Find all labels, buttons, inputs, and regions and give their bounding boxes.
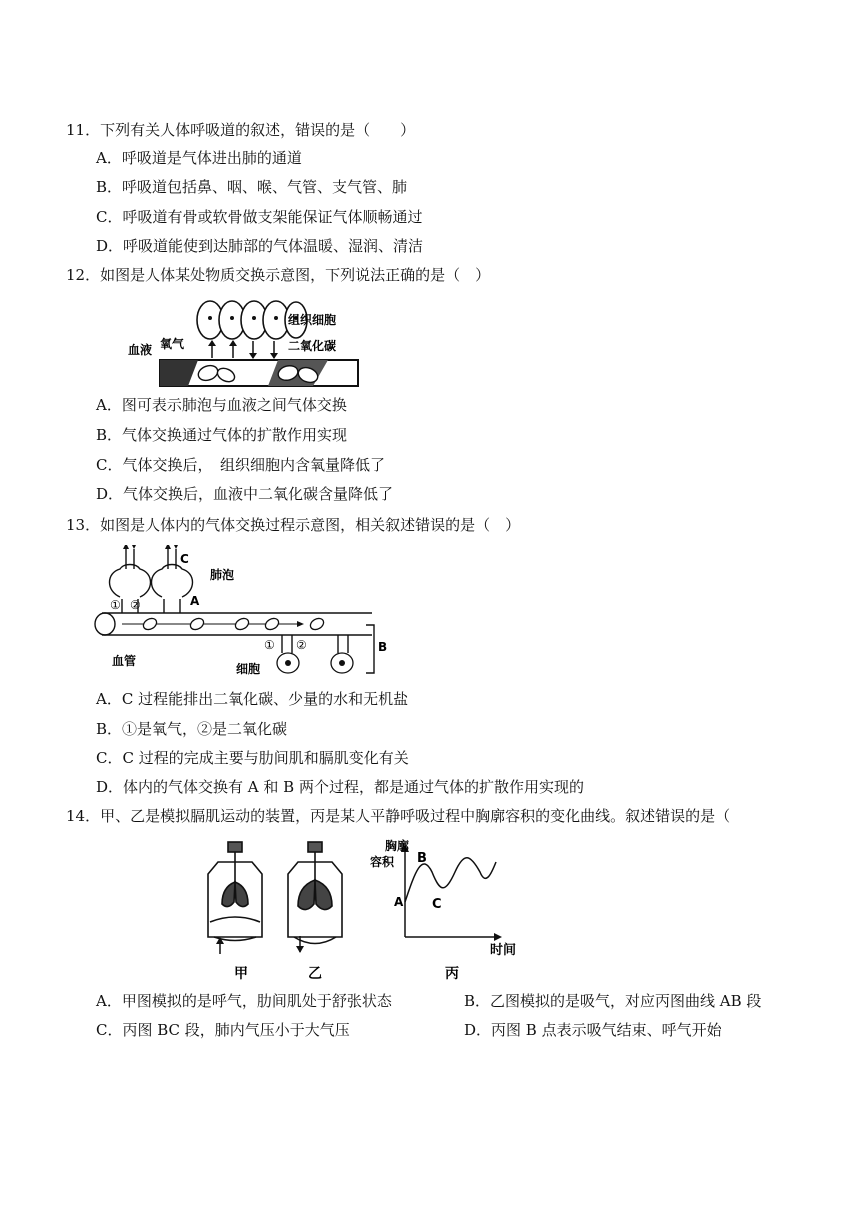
q12-option-d: D．气体交换后，血液中二氧化碳含量降低了	[96, 485, 394, 503]
label-jia: 甲	[234, 966, 248, 982]
label-one-top: ①	[110, 598, 121, 612]
q14-option-b: B．乙图模拟的是吸气，对应丙图曲线 AB 段	[464, 992, 762, 1010]
q14-option-a: A．甲图模拟的是呼气，肋间肌处于舒张状态	[96, 992, 392, 1010]
q13-option-c: C．C 过程的完成主要与肋间肌和膈肌变化有关	[96, 749, 409, 767]
label-tissue-cell: 组织细胞	[288, 313, 337, 327]
point-c: C	[432, 897, 442, 912]
q14-option-c: C．丙图 BC 段，肺内气压小于大气压	[96, 1021, 350, 1039]
question-11-stem: 11．下列有关人体呼吸道的叙述，错误的是（ ）	[66, 121, 416, 139]
q14-diaphragm-model-figure	[200, 832, 530, 987]
question-14-stem: 14．甲、乙是模拟膈肌运动的装置，丙是某人平静呼吸过程中胸廓容积的变化曲线。叙述错误的是（	[66, 807, 731, 825]
q11-option-a: A．呼吸道是气体进出肺的通道	[96, 149, 302, 167]
question-12-stem: 12．如图是人体某处物质交换示意图，下列说法正确的是（ ）	[66, 266, 491, 284]
label-co2: 二氧化碳	[288, 339, 337, 353]
label-oxygen: 氧气	[160, 337, 185, 351]
q12-option-c: C．气体交换后， 组织细胞内含氧量降低了	[96, 456, 385, 474]
label-one-bottom: ①	[264, 638, 275, 652]
q13-gas-exchange-diagram	[92, 545, 392, 680]
q13-option-a: A．C 过程能排出二氧化碳、少量的水和无机盐	[96, 690, 409, 708]
q14-option-d: D．丙图 B 点表示吸气结束、呼气开始	[464, 1021, 722, 1039]
q11-option-b: B．呼吸道包括鼻、咽、喉、气管、支气管、肺	[96, 178, 408, 196]
q11-option-d: D．呼吸道能使到达肺部的气体温暖、湿润、清洁	[96, 237, 424, 255]
label-bing: 丙	[445, 966, 459, 982]
q13-option-d: D．体内的气体交换有 A 和 B 两个过程，都是通过气体的扩散作用实现的	[96, 778, 584, 796]
q13-option-b: B．①是氧气，②是二氧化碳	[96, 720, 288, 738]
label-cell: 细胞	[236, 662, 261, 676]
q11-option-c: C．呼吸道有骨或软骨做支架能保证气体顺畅通过	[96, 208, 423, 226]
label-a: A	[190, 594, 200, 608]
label-c: C	[180, 552, 189, 566]
label-xaxis: 时间	[490, 943, 517, 958]
label-two-top: ②	[130, 598, 141, 612]
q12-option-b: B．气体交换通过气体的扩散作用实现	[96, 426, 348, 444]
q12-exchange-diagram	[128, 296, 378, 396]
label-vessel: 血管	[112, 654, 137, 668]
label-blood: 血液	[128, 343, 153, 357]
label-alveolus: 肺泡	[210, 568, 235, 582]
point-a: A	[394, 895, 404, 909]
label-b: B	[378, 640, 388, 654]
label-yi: 乙	[308, 966, 322, 982]
point-b: B	[417, 851, 427, 866]
label-yaxis-2: 容积	[370, 855, 395, 869]
question-13-stem: 13．如图是人体内的气体交换过程示意图，相关叙述错误的是（ ）	[66, 516, 521, 534]
label-two-bottom: ②	[296, 638, 307, 652]
label-yaxis-1: 胸廓	[385, 839, 410, 853]
q12-option-a: A．图可表示肺泡与血液之间气体交换	[96, 396, 347, 414]
